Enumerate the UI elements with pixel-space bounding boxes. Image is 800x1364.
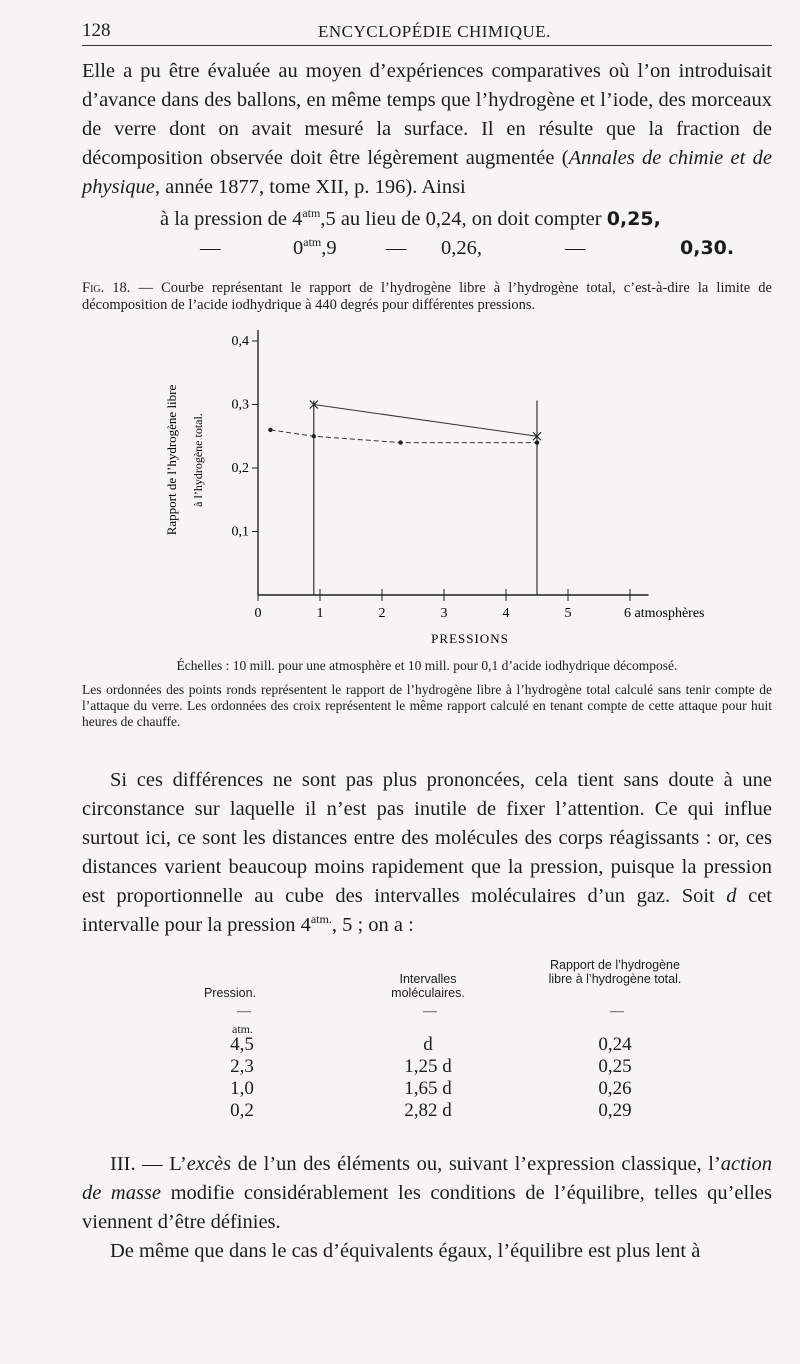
figure-label: Fig. 18. bbox=[82, 280, 131, 296]
intro-citation-tail: année 1877, tome XII, p. 196). Ainsi bbox=[165, 176, 466, 198]
corrected-value: 0,30. bbox=[680, 237, 735, 259]
scale-note: Échelles : 10 mill. pour une atmosphère et 10 mill. pour 0,1 d’acide iodhydrique décomposé. bbox=[176, 658, 678, 673]
y-tick-label: 0,3 bbox=[231, 397, 249, 413]
col-header-rapport: Rapport de l’hydrogène libre à l’hydrogène total. bbox=[548, 958, 682, 986]
cell-intervalle: 1,25 d bbox=[404, 1056, 452, 1077]
data-point-circle bbox=[398, 440, 402, 444]
decomposition-chart bbox=[160, 330, 720, 650]
cell-pression: 4,5 bbox=[230, 1034, 254, 1055]
figure-caption-text: — Courbe représentant le rapport de l’hydrogène libre à l’hydrogène total, c’est-à-dire la limite de décomposition de l’acide iodhydrique à 440 degrés pour différentes pressions. bbox=[82, 280, 772, 313]
cell-intervalle: 2,82 d bbox=[404, 1100, 452, 1121]
col-header-pression: Pression. bbox=[203, 986, 257, 1000]
cell-pression: 2,3 bbox=[230, 1056, 254, 1077]
section-iii-paragraph: III. — L’excès de l’un des éléments ou, suivant l’expression classique, l’action de masse modifie considérablement les conditions de l’équilibre, telles qu’elles viennent d’être définies. bbox=[82, 1153, 773, 1233]
variable-d: d bbox=[726, 885, 737, 907]
series-line-circles bbox=[270, 430, 537, 443]
cell-rapport: 0,25 bbox=[598, 1056, 632, 1077]
data-point-circle bbox=[268, 428, 272, 432]
cell-rapport: 0,26 bbox=[598, 1078, 632, 1099]
figure-caption bbox=[82, 280, 772, 314]
series-line-crosses bbox=[314, 405, 537, 437]
page-number: 128 bbox=[82, 20, 111, 41]
unit-row: atm. bbox=[232, 1022, 253, 1036]
x-tick-label: 2 bbox=[378, 606, 386, 621]
intro-text: Elle a pu être évaluée au moyen d’expériences comparatives où l’on introduisait d’avance dans des ballons, en même temps que l’hydrogène et l’iode, des morceaux de verre dont on avait mesuré la surface. Il en résulte que la fraction de décomposition observée doit être légèrement augmentée bbox=[82, 60, 772, 169]
pressure-table: Pression. Intervalles moléculaires. Rapport de l’hydrogène libre à l’hydrogène total. — — — atm. 4,5 d 0,24 2,3 1,25 d 0,25 1,0 1,65 d 0,26 0,2 2,82 d 0,29 bbox=[140, 942, 740, 1122]
cell-intervalle: d bbox=[423, 1034, 433, 1055]
cell-pression: 1,0 bbox=[230, 1078, 254, 1099]
intro-paragraph: Elle a pu être évaluée au moyen d’expériences comparatives où l’on introduisait d’avance dans des ballons, en même temps que l’hydrogène et l’iode, des morceaux de verre dont on avait mesuré la surface. Il en résulte que la fraction de décomposition observée doit être légèrement augmentée (Annales de chimie et de physique, année 1877, tome XII, p. 196). Ainsi bbox=[82, 60, 772, 198]
cell-intervalle: 1,65 d bbox=[404, 1078, 452, 1099]
legend-note: Les ordonnées des points ronds représentent le rapport de l’hydrogène libre à l’hydrogène total calculé sans tenir compte de l’attaque du verre. Les ordonnées des croix représentent le même rapport calculé en tenant compte de cette attaque pour huit heures de chauffe. bbox=[82, 682, 772, 729]
correction-line-2: — $0^{atm},9$ — 0,26, — 0,30. bbox=[0, 234, 800, 264]
y-tick-label: 0,1 bbox=[231, 524, 249, 540]
intro-citation-journal: Annales de chimie et de physique, bbox=[82, 147, 772, 198]
x-tick-label: 4 bbox=[502, 606, 510, 621]
last-line: De même que dans le cas d’équivalents égaux, l’équilibre est plus lent à bbox=[110, 1240, 701, 1262]
cell-pression: 0,2 bbox=[230, 1100, 254, 1121]
y-axis-label-2: à l’hydrogène total. bbox=[191, 413, 205, 507]
correction-line-1: à la pression de $4^{atm},5$ au lieu de 0,24, on doit compter 0,25, bbox=[160, 206, 661, 230]
header-rule bbox=[82, 45, 772, 46]
x-tick-label: 6 atmosphères bbox=[624, 606, 705, 621]
x-tick-label: 1 bbox=[316, 606, 324, 621]
discussion-paragraph: Si ces différences ne sont pas plus prononcées, cela tient sans doute à une circonstance sur laquelle il n’est pas inutile de fixer l’attention. Ce qui influe surtout ici, ce sont les distances entre des molécules des corps réagissants : or, ces distances varient beaucoup moins rapidement que la pression, puisque la pression est proportionnelle au cube des intervalles moléculaires d’un gaz. Soit d cet intervalle pour la pression $4^{atm.}$, 5 ; on a : bbox=[82, 769, 772, 936]
x-tick-label: 3 bbox=[440, 606, 448, 621]
cell-rapport: 0,24 bbox=[598, 1034, 632, 1055]
y-tick-label: 0,2 bbox=[231, 461, 249, 476]
cell-rapport: 0,29 bbox=[598, 1100, 632, 1121]
col-header-intervalles: Intervalles moléculaires. bbox=[391, 972, 465, 1000]
y-axis-label: Rapport de l’hydrogène libre bbox=[164, 384, 179, 536]
running-title: ENCYCLOPÉDIE CHIMIQUE. bbox=[318, 22, 551, 41]
x-tick-label: 5 bbox=[564, 606, 572, 621]
x-tick-label: 0 bbox=[254, 606, 262, 621]
data-point-circle bbox=[535, 440, 539, 444]
data-point-circle bbox=[312, 434, 316, 438]
y-tick-label: 0,4 bbox=[231, 334, 249, 349]
corrected-value: 0,25, bbox=[606, 208, 661, 230]
x-axis-label: PRESSIONS bbox=[431, 631, 509, 646]
